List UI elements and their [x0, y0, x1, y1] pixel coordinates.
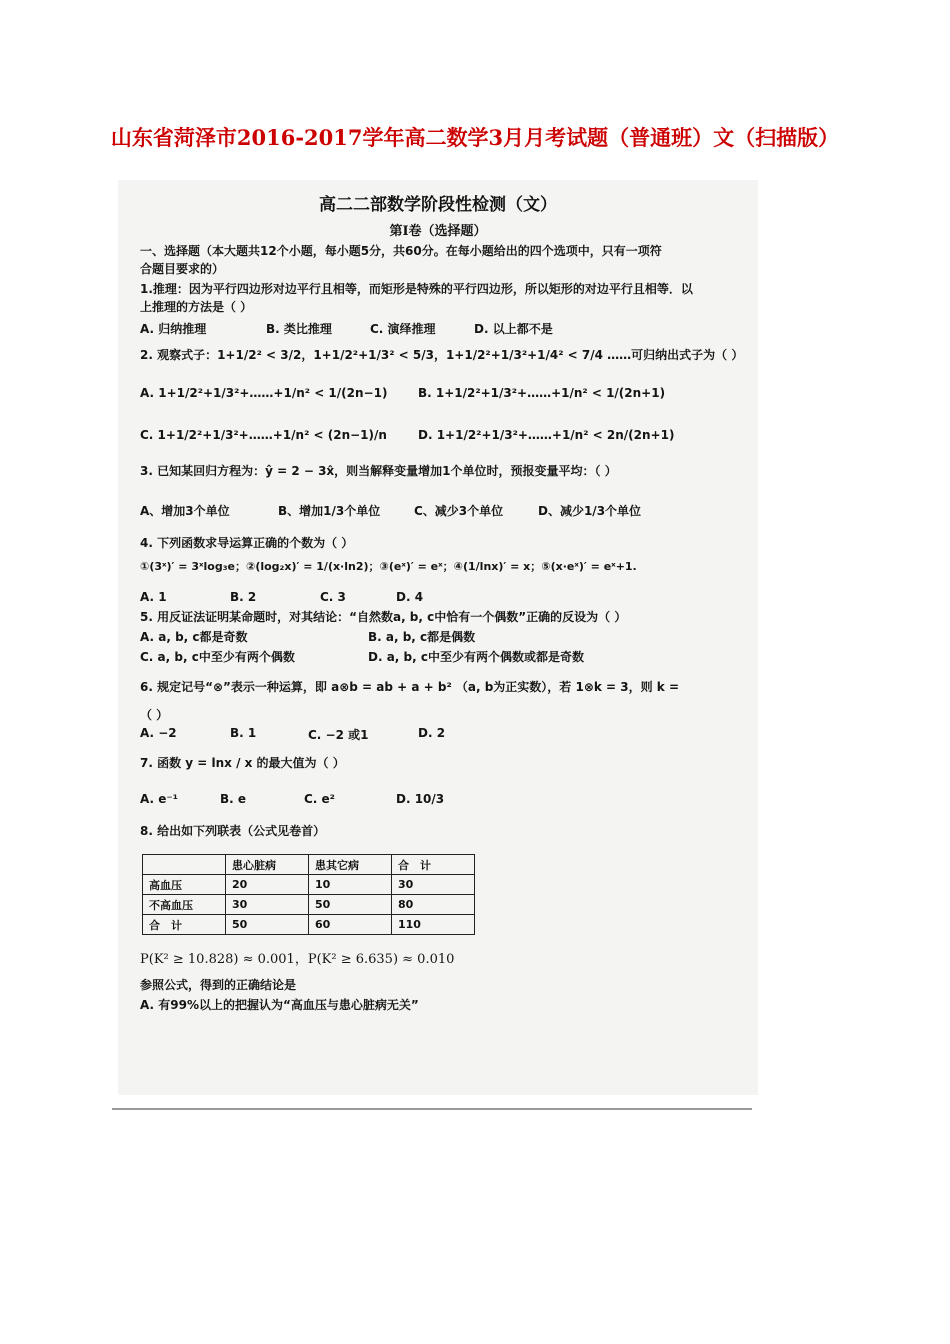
q6-option-d: D. 2: [418, 726, 446, 740]
probability-values: P(K² ≥ 10.828) ≈ 0.001，P(K² ≥ 6.635) ≈ 0.010: [140, 952, 455, 967]
question-4: 4. 下列函数求导运算正确的个数为（ ）: [140, 536, 354, 550]
q7-option-c: C. e²: [304, 792, 335, 806]
table-cell: 10: [309, 875, 392, 895]
table-header-cell: 合 计: [392, 855, 475, 875]
table-cell: 30: [392, 875, 475, 895]
scanned-exam-page: [118, 180, 758, 1095]
q1-option-d: D. 以上都不是: [474, 322, 553, 336]
q2-option-c: C. 1+1/2²+1/3²+……+1/n² < (2n−1)/n: [140, 428, 387, 442]
table-cell: 50: [309, 895, 392, 915]
question-6-blank: （ ）: [140, 708, 169, 722]
q4-option-d: D. 4: [396, 590, 424, 604]
table-cell: 20: [226, 875, 309, 895]
table-cell: 30: [226, 895, 309, 915]
q4-option-a: A. 1: [140, 590, 167, 604]
reference-formula-line: 参照公式，得到的正确结论是: [140, 978, 297, 992]
scan-bottom-edge: [112, 1108, 752, 1110]
table-header-cell: 患心脏病: [226, 855, 309, 875]
question-5: 5. 用反证法证明某命题时，对其结论：“自然数a, b, c中恰有一个偶数”正确的反设为（ ）: [140, 610, 627, 624]
table-row: [143, 875, 475, 895]
table-header-cell: [143, 855, 226, 875]
q2-option-a: A. 1+1/2²+1/3²+……+1/n² < 1/(2n−1): [140, 386, 388, 400]
table-row: [143, 915, 475, 935]
table-cell: 80: [392, 895, 475, 915]
q7-option-b: B. e: [220, 792, 247, 806]
q1-option-b: B. 类比推理: [266, 322, 332, 336]
q7-option-d: D. 10/3: [396, 792, 445, 806]
instructions-line-1: 一、选择题（本大题共12个小题，每小题5分，共60分。在每小题给出的四个选项中，只有一项符: [140, 244, 662, 258]
contingency-table: [142, 854, 475, 935]
table-row: [143, 895, 475, 915]
question-2: 2. 观察式子：1+1/2² < 3/2，1+1/2²+1/3² < 5/3，1+1/2²+1/3²+1/4² < 7/4 ……可归纳出式子为（ ）: [140, 348, 744, 362]
q3-option-b: B、增加1/3个单位: [278, 504, 381, 518]
table-header-row: [143, 855, 475, 875]
table-cell: 60: [309, 915, 392, 935]
q2-option-b: B. 1+1/2²+1/3²+……+1/n² < 1/(2n+1): [418, 386, 666, 400]
question-6: 6. 规定记号“⊗”表示一种运算，即 a⊗b = ab + a + b² （a, b为正实数），若 1⊗k = 3，则 k =: [140, 680, 680, 694]
q4-option-c: C. 3: [320, 590, 346, 604]
exam-title: 高二二部数学阶段性检测（文）: [319, 195, 557, 215]
table-cell: 110: [392, 915, 475, 935]
q6-option-b: B. 1: [230, 726, 257, 740]
table-cell: 不高血压: [143, 895, 226, 915]
q7-option-a: A. e⁻¹: [140, 792, 178, 806]
q8-option-a: A. 有99%以上的把握认为“高血压与患心脏病无关”: [140, 998, 419, 1012]
section-title: 第Ⅰ卷（选择题）: [389, 224, 487, 239]
q5-option-d: D. a, b, c中至少有两个偶数或都是奇数: [368, 650, 584, 664]
q1-option-a: A. 归纳推理: [140, 322, 207, 336]
q5-option-c: C. a, b, c中至少有两个偶数: [140, 650, 295, 664]
table-cell: 50: [226, 915, 309, 935]
q6-option-a: A. −2: [140, 726, 177, 740]
instructions-line-2: 合题目要求的）: [140, 262, 225, 276]
question-3: 3. 已知某回归方程为：ŷ = 2 − 3x̂，则当解释变量增加1个单位时，预报变量平均：（ ）: [140, 464, 617, 478]
question-1-line-1: 1.推理：因为平行四边形对边平行且相等，而矩形是特殊的平行四边形，所以矩形的对边平行且相等．以: [140, 282, 693, 296]
q5-option-b: B. a, b, c都是偶数: [368, 630, 476, 644]
document-title: 山东省菏泽市2016-2017学年高二数学3月月考试题（普通班）文（扫描版）: [110, 125, 840, 150]
q3-option-d: D、减少1/3个单位: [538, 504, 642, 518]
q2-option-d: D. 1+1/2²+1/3²+……+1/n² < 2n/(2n+1): [418, 428, 675, 442]
q4-option-b: B. 2: [230, 590, 257, 604]
question-7: 7. 函数 y = lnx / x 的最大值为（ ）: [140, 756, 345, 770]
question-4-formulas: ①(3ˣ)′ = 3ˣlog₃e；②(log₂x)′ = 1/(x·ln2)；③(eˣ)′ = eˣ；④(1/lnx)′ = x；⑤(x·eˣ)′ = eˣ+1.: [140, 560, 637, 573]
q1-option-c: C. 演绎推理: [370, 322, 436, 336]
q6-option-c: C. −2 或1: [308, 728, 369, 742]
q3-option-a: A、增加3个单位: [140, 504, 230, 518]
question-8: 8. 给出如下列联表（公式见卷首）: [140, 824, 326, 838]
table-header-cell: 患其它病: [309, 855, 392, 875]
q5-option-a: A. a, b, c都是奇数: [140, 630, 248, 644]
table-cell: 合 计: [143, 915, 226, 935]
table-cell: 高血压: [143, 875, 226, 895]
question-1-line-2: 上推理的方法是（ ）: [140, 300, 253, 314]
q3-option-c: C、减少3个单位: [414, 504, 504, 518]
